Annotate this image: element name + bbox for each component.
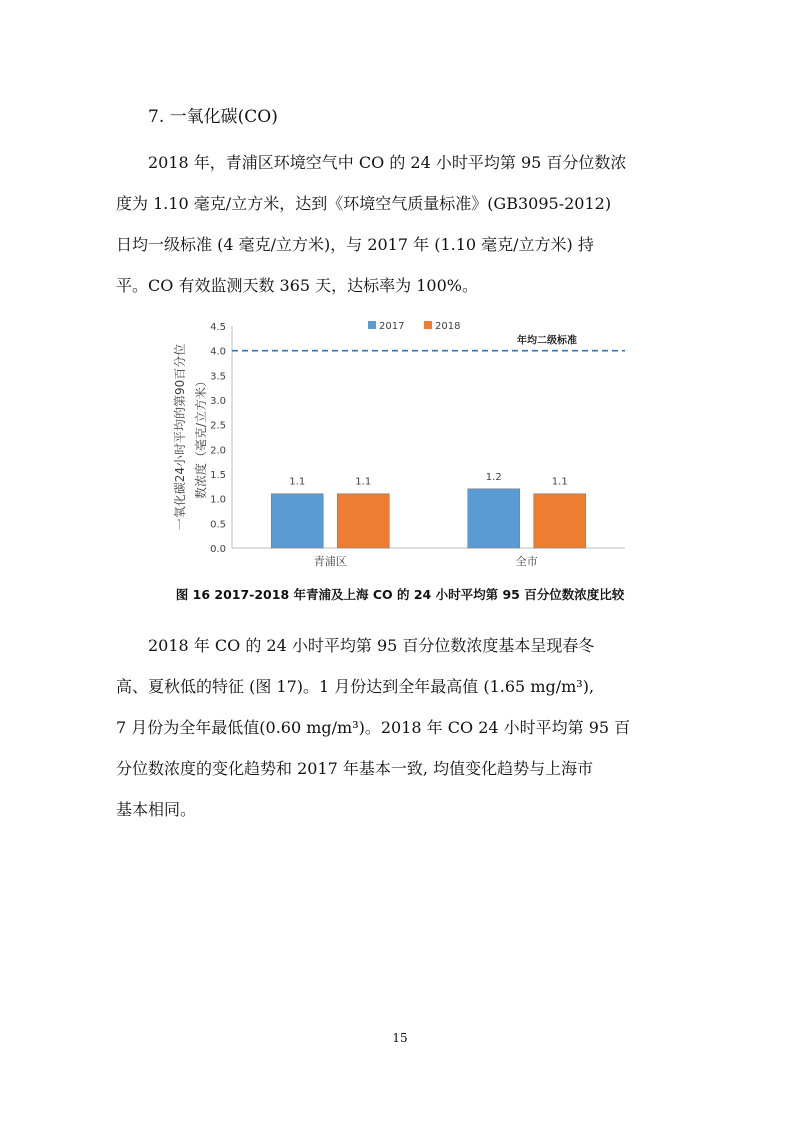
bar: [337, 494, 389, 548]
page-number: 15: [392, 1031, 408, 1045]
bar-data-label: 1.2: [485, 471, 502, 483]
y-tick-label: 1.5: [210, 470, 226, 481]
section-heading: 7. 一氧化碳(CO): [148, 107, 278, 127]
paragraph-line: 平。CO 有效监测天数 365 天，达标率为 100%。: [116, 276, 478, 295]
bar: [468, 489, 520, 548]
paragraph-line: 2018 年 CO 的 24 小时平均第 95 百分位数浓度基本呈现春冬: [148, 636, 595, 655]
paragraph-line: 2018 年，青浦区环境空气中 CO 的 24 小时平均第 95 百分位数浓: [148, 153, 627, 172]
bar-data-label: 1.1: [551, 476, 568, 488]
y-tick-label: 2.5: [210, 420, 226, 432]
bar: [534, 494, 586, 548]
bar: [271, 494, 323, 548]
paragraph-line: 高、夏秋低的特征 (图 17)。1 月份达到全年最高值 (1.65 mg/m³),: [116, 677, 595, 696]
x-tick-label: 青浦区: [313, 555, 347, 568]
paragraph-line: 日均一级标准 (4 毫克/立方米)，与 2017 年 (1.10 毫克/立方米) 持: [116, 235, 594, 254]
y-tick-label: 0.5: [210, 519, 226, 531]
legend-swatch: [368, 321, 376, 329]
legend-swatch: [424, 321, 432, 329]
y-axis-title-line: 一氧化碳24小时平均的第90百分位: [173, 343, 187, 531]
paragraph-line: 度为 1.10 毫克/立方米，达到《环境空气质量标准》(GB3095-2012): [116, 194, 612, 213]
y-tick-label: 3.5: [210, 371, 226, 383]
reference-line-label: 年均二级标准: [517, 335, 577, 347]
y-tick-label: 4.5: [210, 322, 226, 333]
paragraph-line: 基本相同。: [116, 800, 197, 819]
bar-data-label: 1.1: [355, 476, 372, 488]
y-tick-label: 4.0: [210, 346, 226, 358]
y-tick-label: 1.0: [210, 494, 226, 506]
y-tick-label: 0.0: [210, 544, 226, 555]
bar-data-label: 1.1: [289, 476, 306, 488]
legend-label: 2017: [379, 321, 405, 332]
paragraph-co-2018-summary: [116, 142, 686, 306]
y-tick-label: 3.0: [210, 396, 226, 407]
figure-caption: 图 16 2017-2018 年青浦及上海 CO 的 24 小时平均第 95 百分位数浓度比较: [175, 587, 625, 602]
legend-label: 2018: [435, 321, 461, 332]
x-tick-label: 全市: [515, 555, 538, 568]
paragraph-line: 分位数浓度的变化趋势和 2017 年基本一致, 均值变化趋势与上海市: [116, 759, 594, 778]
y-axis-title-line: 数浓度（毫克/立方米）: [194, 374, 208, 500]
paragraph-line: 7 月份为全年最低值(0.60 mg/m³)。2018 年 CO 24 小时平均第 95 百: [116, 718, 631, 737]
y-tick-label: 2.0: [210, 445, 226, 457]
paragraph-co-seasonal: [116, 625, 686, 830]
chart-svg: [170, 315, 640, 573]
co-bar-chart: [170, 315, 640, 573]
